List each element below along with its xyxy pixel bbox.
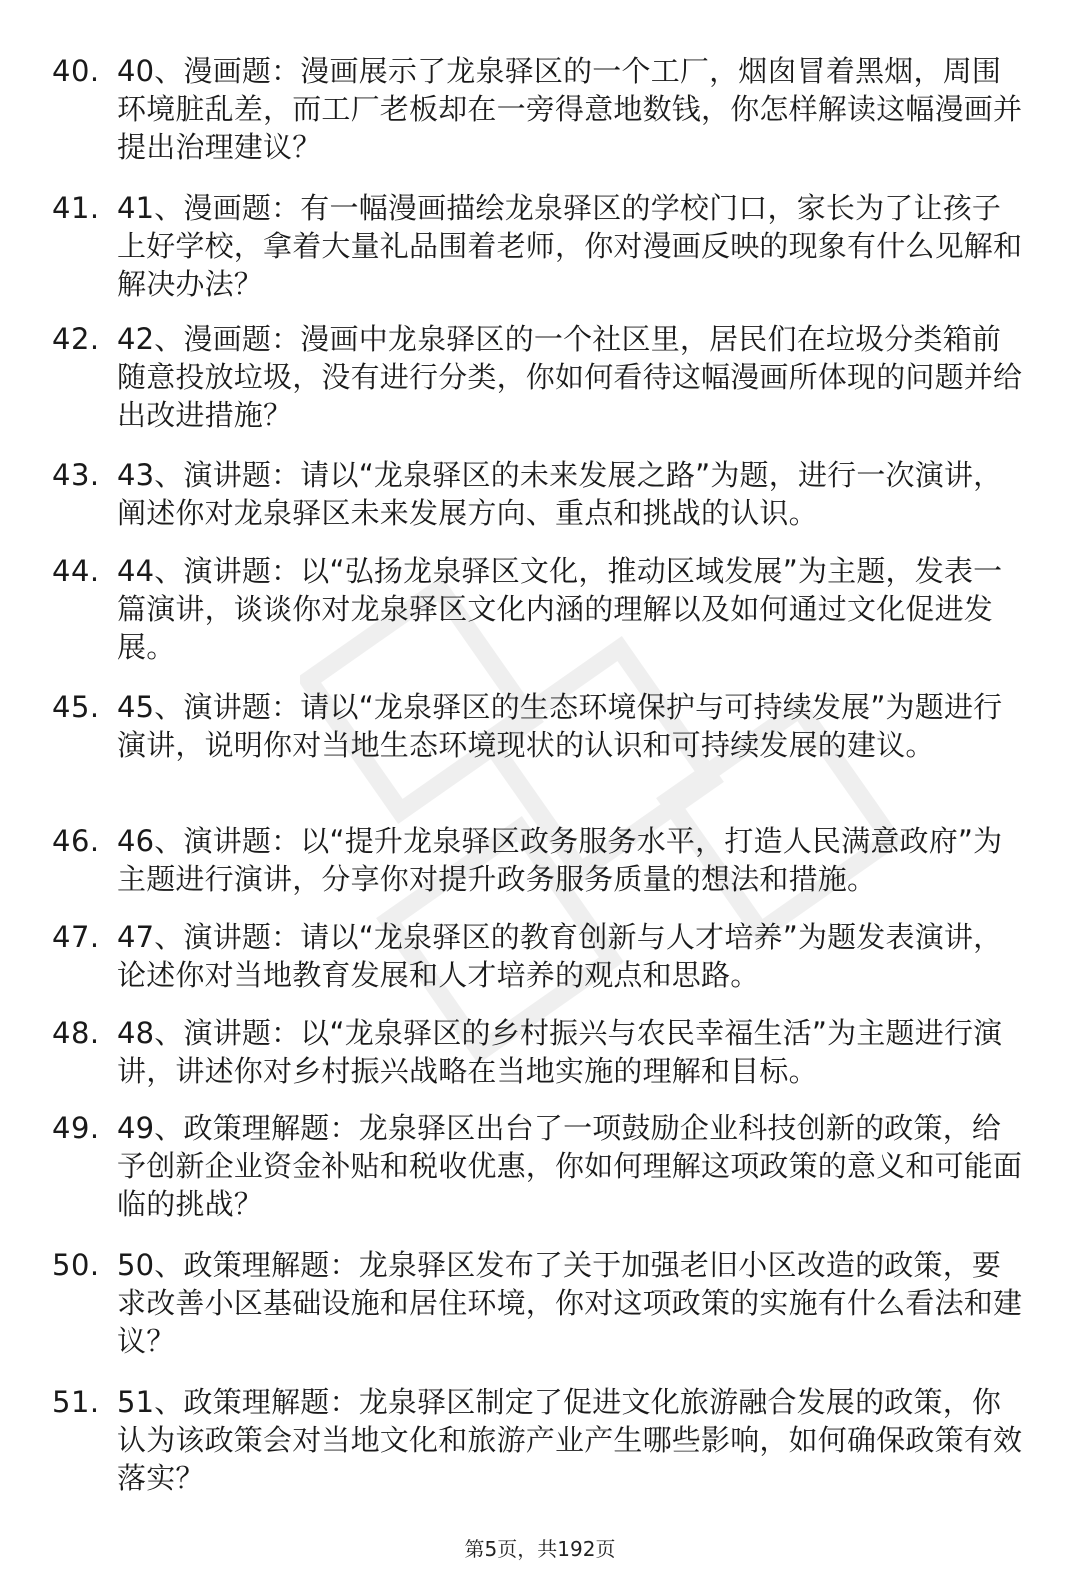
question-text: 43、演讲题：请以“龙泉驿区的未来发展之路”为题，进行一次演讲，阐述你对龙泉驿区未来发展方向、重点和挑战的认识。 [117,458,1003,530]
question-number: 49. [52,1111,100,1145]
question-text: 50、政策理解题：龙泉驿区发布了关于加强老旧小区改造的政策，要求改善小区基础设施和居住环境，你对这项政策的实施有什么看法和建议？ [117,1248,1023,1358]
question-number: 48. [52,1016,100,1050]
question-text: 44、演讲题：以“弘扬龙泉驿区文化，推动区域发展”为主题，发表一篇演讲，谈谈你对龙泉驿区文化内涵的理解以及如何通过文化促进发展。 [117,554,1003,664]
question-number: 46. [52,824,100,858]
question-text: 47、演讲题：请以“龙泉驿区的教育创新与人才培养”为题发表演讲，论述你对当地教育发展和人才培养的观点和思路。 [117,920,1003,992]
question-text: 40、漫画题：漫画展示了龙泉驿区的一个工厂，烟囱冒着黑烟，周围环境脏乱差，而工厂老板却在一旁得意地数钱，你怎样解读这幅漫画并提出治理建议？ [117,54,1023,164]
question-number: 42. [52,322,100,356]
question-text: 49、政策理解题：龙泉驿区出台了一项鼓励企业科技创新的政策，给予创新企业资金补贴和税收优惠，你如何理解这项政策的意义和可能面临的挑战？ [117,1111,1023,1221]
question-number: 43. [52,458,100,492]
question-number: 40. [52,54,100,88]
page-footer: 第5页，共192页 [464,1537,616,1561]
question-text: 48、演讲题：以“龙泉驿区的乡村振兴与农民幸福生活”为主题进行演讲，讲述你对乡村振兴战略在当地实施的理解和目标。 [117,1016,1003,1088]
question-number: 50. [52,1248,100,1282]
question-number: 51. [52,1385,100,1419]
question-text: 46、演讲题：以“提升龙泉驿区政务服务水平，打造人民满意政府”为主题进行演讲，分享你对提升政务服务质量的想法和措施。 [117,824,1003,896]
question-number: 44. [52,554,100,588]
question-number: 41. [52,191,100,225]
question-number: 47. [52,920,100,954]
question-number: 45. [52,690,100,724]
question-text: 41、漫画题：有一幅漫画描绘龙泉驿区的学校门口，家长为了让孩子上好学校，拿着大量礼品围着老师，你对漫画反映的现象有什么见解和解决办法？ [117,191,1023,301]
question-text: 51、政策理解题：龙泉驿区制定了促进文化旅游融合发展的政策，你认为该政策会对当地文化和旅游产业产生哪些影响，如何确保政策有效落实？ [117,1385,1023,1495]
question-text: 42、漫画题：漫画中龙泉驿区的一个社区里，居民们在垃圾分类箱前随意投放垃圾，没有进行分类，你如何看待这幅漫画所体现的问题并给出改进措施？ [117,322,1023,432]
question-text: 45、演讲题：请以“龙泉驿区的生态环境保护与可持续发展”为题进行演讲，说明你对当地生态环境现状的认识和可持续发展的建议。 [117,690,1003,762]
